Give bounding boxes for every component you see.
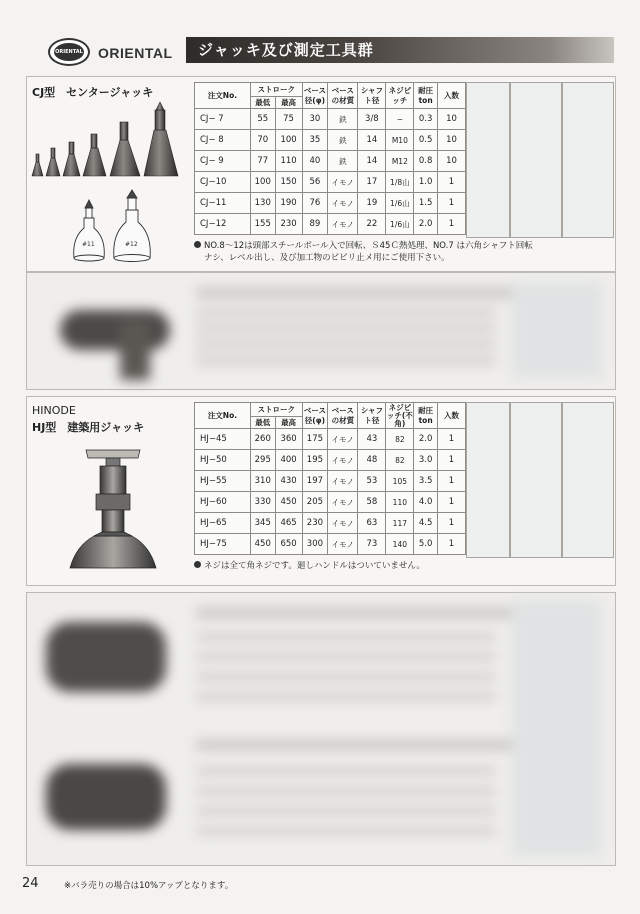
cell-mat: イモノ: [328, 450, 358, 471]
cell-base: 30: [302, 109, 328, 130]
cell-max: 650: [275, 534, 302, 555]
cell-max: 400: [275, 450, 302, 471]
cell-min: 77: [250, 151, 275, 172]
cell-code: HJ−60: [195, 492, 251, 513]
cell-max: 150: [275, 172, 302, 193]
cell-base: 40: [302, 151, 328, 172]
cell-min: 155: [250, 214, 275, 235]
cell-load: 4.5: [414, 513, 438, 534]
cell-qty: 10: [437, 151, 465, 172]
cell-screw: 140: [386, 534, 414, 555]
table-row: [195, 492, 466, 513]
blurred-product-image-3: [36, 744, 186, 854]
cell-base: 300: [302, 534, 328, 555]
brand-name: ORIENTAL: [98, 45, 173, 61]
table-row: [195, 151, 466, 172]
cell-mat: イモノ: [328, 172, 358, 193]
th-min: 最低: [250, 417, 275, 429]
cell-shaft: 3/8: [358, 109, 386, 130]
cell-max: 190: [275, 193, 302, 214]
cj-note: NO.8〜12は頭部スチールボール入で回転、Ｓ45Ｃ熱処理、NO.7 は六角シャフト回転 ナシ、レベル出し、及び加工物のビビリ止メ用にご使用下さい。: [194, 240, 614, 264]
cell-screw: M10: [386, 130, 414, 151]
label-12: #12: [125, 241, 138, 248]
cell-code: CJ− 7: [195, 109, 251, 130]
cell-load: 3.5: [414, 471, 438, 492]
cell-mat: 鉄: [328, 109, 358, 130]
hj-brand: HINODE: [32, 404, 76, 417]
cj-section-title: CJ型 センタージャッキ: [32, 86, 154, 99]
hj-note: ネジは全て角ネジです。廻しハンドルはついていません。: [194, 560, 614, 572]
hj-extra-column-2: [510, 402, 562, 558]
cell-mat: イモノ: [328, 513, 358, 534]
cell-code: HJ−55: [195, 471, 251, 492]
table-row: [195, 450, 466, 471]
cj-jacks-illustration: [28, 100, 188, 262]
cell-qty: 1: [437, 471, 465, 492]
cell-shaft: 63: [358, 513, 386, 534]
table-row: [195, 130, 466, 151]
cell-qty: 1: [437, 513, 465, 534]
cell-code: CJ− 9: [195, 151, 251, 172]
cell-screw: 110: [386, 492, 414, 513]
cell-code: HJ−45: [195, 429, 251, 450]
th-base-dia: ベース径(φ): [302, 83, 328, 109]
cell-base: 89: [302, 214, 328, 235]
hj-extra-column-3: [562, 402, 614, 558]
cell-qty: 10: [437, 130, 465, 151]
cell-shaft: 43: [358, 429, 386, 450]
cell-max: 230: [275, 214, 302, 235]
cell-min: 130: [250, 193, 275, 214]
cell-mat: イモノ: [328, 429, 358, 450]
cell-screw: −: [386, 109, 414, 130]
cell-min: 55: [250, 109, 275, 130]
blurred-table-1: [196, 282, 606, 382]
cell-mat: イモノ: [328, 492, 358, 513]
cell-max: 430: [275, 471, 302, 492]
th-stroke: ストローク: [250, 83, 302, 97]
blurred-product-image-2: [36, 606, 186, 716]
blurred-product-image-1: [40, 290, 190, 386]
cell-shaft: 48: [358, 450, 386, 471]
page-title: ジャッキ及び測定工具群: [186, 37, 614, 63]
cell-max: 450: [275, 492, 302, 513]
cell-shaft: 22: [358, 214, 386, 235]
th-screw: ネジピッチ: [386, 83, 414, 109]
cell-min: 295: [250, 450, 275, 471]
cj-extra-column-2: [510, 82, 562, 238]
hj-jack-illustration: [66, 446, 160, 572]
th-order-no: 注文No.: [195, 83, 251, 109]
cj-spec-table: [194, 82, 466, 235]
cell-load: 2.0: [414, 429, 438, 450]
cell-code: CJ− 8: [195, 130, 251, 151]
cell-max: 360: [275, 429, 302, 450]
cell-code: HJ−75: [195, 534, 251, 555]
cell-qty: 1: [437, 492, 465, 513]
hj-section-title: HJ型 建築用ジャッキ: [32, 421, 145, 434]
table-row: [195, 109, 466, 130]
cell-load: 2.0: [414, 214, 438, 235]
cell-load: 1.0: [414, 172, 438, 193]
th-max: 最高: [275, 417, 302, 429]
table-row: [195, 429, 466, 450]
cell-min: 100: [250, 172, 275, 193]
cell-max: 100: [275, 130, 302, 151]
cell-load: 1.5: [414, 193, 438, 214]
th-order-no: 注文No.: [195, 403, 251, 429]
cell-max: 465: [275, 513, 302, 534]
cell-min: 450: [250, 534, 275, 555]
th-base-dia: ベース径(φ): [302, 403, 328, 429]
cell-mat: 鉄: [328, 151, 358, 172]
cell-shaft: 58: [358, 492, 386, 513]
cell-screw: 82: [386, 429, 414, 450]
footer-note: ※バラ売りの場合は10%アップとなります。: [64, 881, 234, 891]
cell-max: 110: [275, 151, 302, 172]
cell-load: 4.0: [414, 492, 438, 513]
cell-min: 260: [250, 429, 275, 450]
cell-qty: 1: [437, 214, 465, 235]
cell-qty: 1: [437, 193, 465, 214]
hj-spec-table: [194, 402, 466, 555]
cell-screw: M12: [386, 151, 414, 172]
cell-shaft: 53: [358, 471, 386, 492]
cj-extra-column-3: [562, 82, 614, 238]
cell-load: 3.0: [414, 450, 438, 471]
cell-screw: 82: [386, 450, 414, 471]
cell-min: 70: [250, 130, 275, 151]
cell-screw: 117: [386, 513, 414, 534]
cell-min: 345: [250, 513, 275, 534]
cell-mat: イモノ: [328, 471, 358, 492]
table-row: [195, 193, 466, 214]
table-row: [195, 214, 466, 235]
th-stroke: ストローク: [250, 403, 302, 417]
cell-base: 197: [302, 471, 328, 492]
cell-load: 0.5: [414, 130, 438, 151]
cell-screw: 1/8山: [386, 172, 414, 193]
th-shaft: シャフト径: [358, 83, 386, 109]
bullet-icon: [194, 241, 201, 248]
cell-base: 35: [302, 130, 328, 151]
cell-min: 310: [250, 471, 275, 492]
cell-screw: 1/6山: [386, 193, 414, 214]
th-qty: 入数: [437, 403, 465, 429]
cell-base: 195: [302, 450, 328, 471]
cell-shaft: 17: [358, 172, 386, 193]
cell-code: HJ−50: [195, 450, 251, 471]
th-qty: 入数: [437, 83, 465, 109]
th-base-mat: ベースの材質: [328, 83, 358, 109]
cell-base: 230: [302, 513, 328, 534]
table-row: [195, 534, 466, 555]
label-11: #11: [82, 241, 95, 248]
cell-code: CJ−11: [195, 193, 251, 214]
oriental-logo: [48, 38, 90, 66]
cell-base: 205: [302, 492, 328, 513]
th-screw: ネジピッチ(不角): [386, 402, 413, 428]
cell-base: 175: [302, 429, 328, 450]
cell-shaft: 19: [358, 193, 386, 214]
hj-extra-column-1: [466, 402, 510, 558]
cell-qty: 1: [437, 450, 465, 471]
cell-base: 56: [302, 172, 328, 193]
cell-qty: 10: [437, 109, 465, 130]
cell-qty: 1: [437, 534, 465, 555]
blurred-table-2: [196, 600, 606, 858]
table-row: [195, 471, 466, 492]
cell-qty: 1: [437, 172, 465, 193]
th-max: 最高: [275, 97, 302, 109]
cell-shaft: 73: [358, 534, 386, 555]
cell-mat: イモノ: [328, 534, 358, 555]
cell-max: 75: [275, 109, 302, 130]
cell-load: 0.8: [414, 151, 438, 172]
cell-shaft: 14: [358, 130, 386, 151]
cell-screw: 1/6山: [386, 214, 414, 235]
cell-code: CJ−12: [195, 214, 251, 235]
cell-shaft: 14: [358, 151, 386, 172]
th-base-mat: ベースの材質: [328, 403, 358, 429]
cj-extra-column-1: [466, 82, 510, 238]
logo-text: ORIENTAL: [54, 43, 84, 61]
th-shaft: シャフト径: [358, 403, 386, 429]
bullet-icon: [194, 561, 201, 568]
th-min: 最低: [250, 97, 275, 109]
cell-min: 330: [250, 492, 275, 513]
table-row: [195, 513, 466, 534]
cell-base: 76: [302, 193, 328, 214]
cell-mat: イモノ: [328, 193, 358, 214]
cell-mat: イモノ: [328, 214, 358, 235]
th-load: 耐圧ton: [414, 403, 438, 429]
cell-screw: 105: [386, 471, 414, 492]
cell-code: HJ−65: [195, 513, 251, 534]
cell-qty: 1: [437, 429, 465, 450]
table-row: [195, 172, 466, 193]
page-number: 24: [22, 876, 39, 891]
th-load: 耐圧ton: [414, 83, 438, 109]
cell-load: 0.3: [414, 109, 438, 130]
cell-mat: 鉄: [328, 130, 358, 151]
cell-load: 5.0: [414, 534, 438, 555]
cell-code: CJ−10: [195, 172, 251, 193]
